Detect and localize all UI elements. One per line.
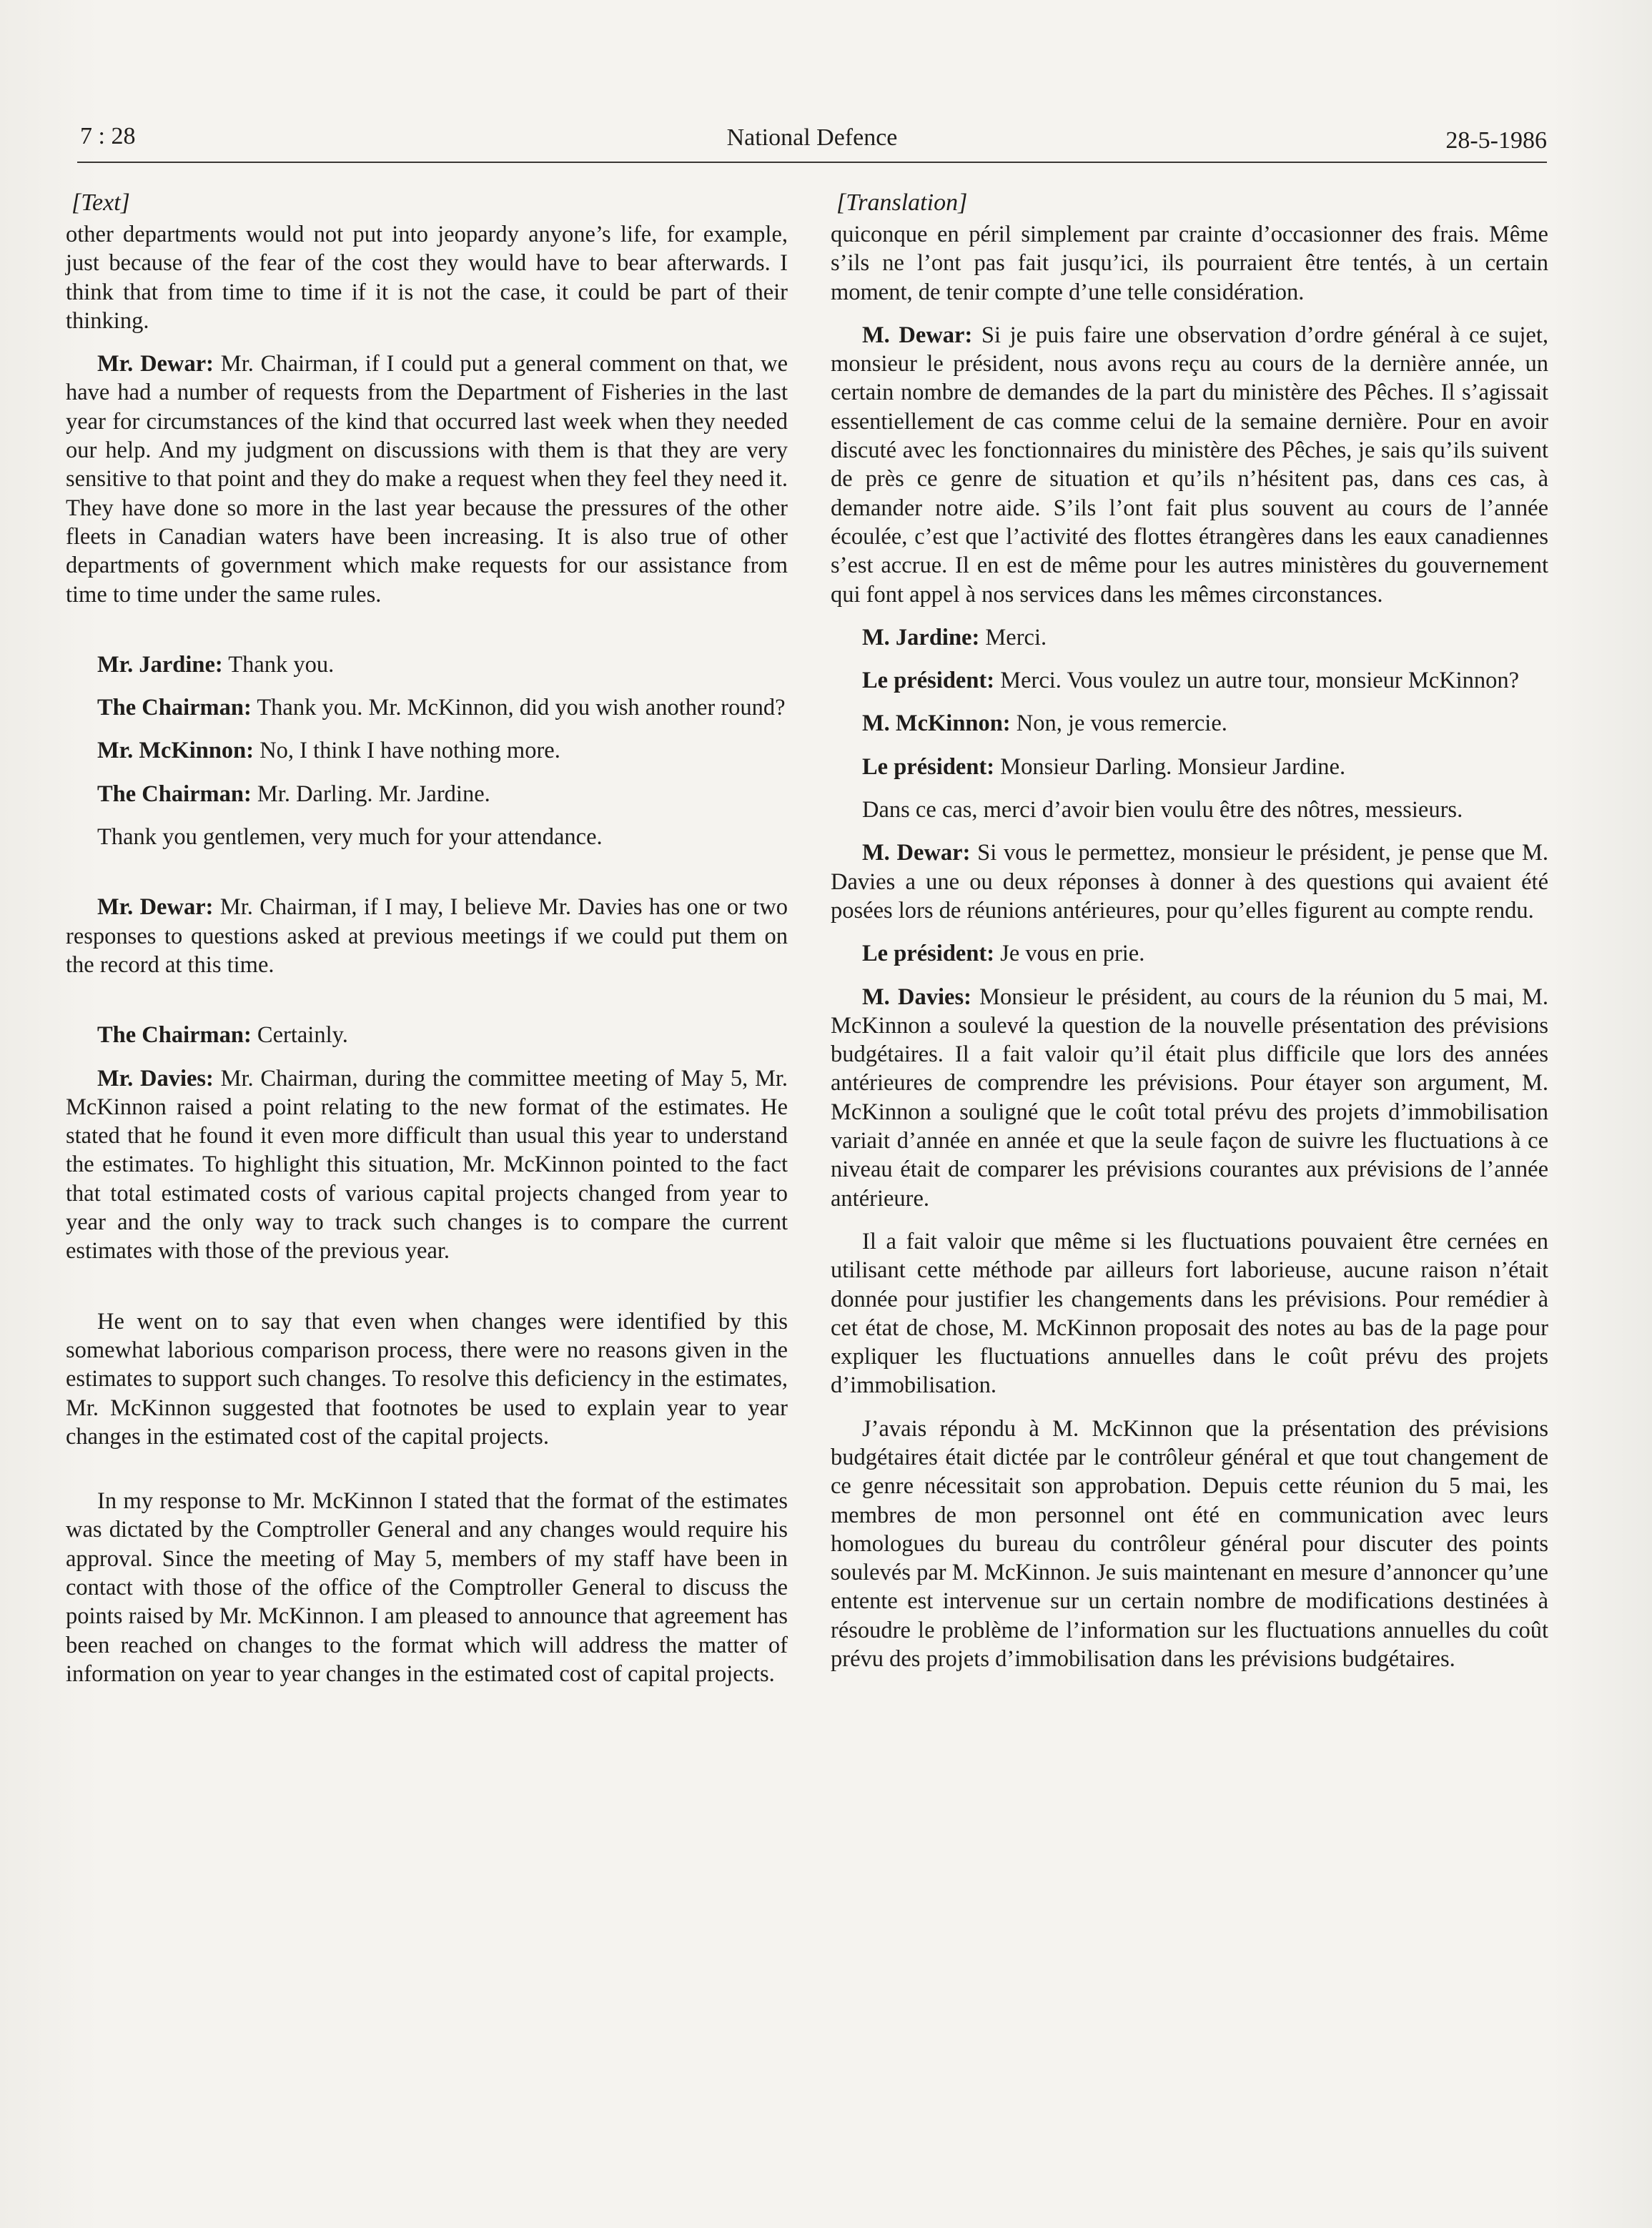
speech-text: Thank you. Mr. McKinnon, did you wish another round? [251, 695, 786, 721]
speech-jardine [66, 650, 788, 679]
speaker-name: Le président: [862, 753, 995, 780]
speech-mckinnon [66, 736, 788, 765]
speech-text: Je vous en prie. [994, 941, 1145, 967]
speech-text: Monsieur le président, au cours de la réunion du 5 mai, M. McKinnon a soulevé la question de la nouvelle présentation des prévisions budgétaires. Il a fait valoir qu’il était plus difficile que lors des années antérieures de comprendre les prévisions. Pour étayer son argument, M. McKinnon a souligné que le coût total prévu des projets d’immobilisation variait d’année en année et que la seule façon de suivre les fluctuations à ce niveau était de comparer les prévisions courantes aux prévisions de l’année antérieure. [831, 984, 1548, 1212]
speaker-name: The Chairman: [97, 1022, 252, 1049]
translation-label: [Translation] [836, 189, 968, 216]
speech-chairman [66, 693, 788, 722]
speech-text: Thank you. [222, 651, 335, 678]
speech-dewar [66, 350, 788, 609]
speech-text: Certainly. [251, 1022, 348, 1049]
speaker-name: M. Dewar: [862, 840, 971, 866]
header-date: 28-5-1986 [1445, 127, 1547, 154]
speech-president [831, 939, 1548, 968]
speaker-name: Mr. Dewar: [97, 894, 214, 921]
speech-text: Mr. Chairman, if I may, I believe Mr. Davies has one or two responses to questions asked at previous meetings if we could put them on the record at this time. [66, 894, 788, 978]
speaker-name: Le président: [862, 668, 995, 694]
speech-text: Non, je vous remercie. [1010, 711, 1227, 737]
speaker-name: Mr. Jardine: [97, 651, 223, 678]
speech-text: Monsieur Darling. Monsieur Jardine. [994, 753, 1346, 780]
french-column [831, 187, 1548, 2060]
speech-president [831, 753, 1548, 781]
speech-text: Si je puis faire une observation d’ordre général à ce sujet, monsieur le président, nous avons reçu au cours de la dernière année, un certain nombre de demandes de la part du ministère des Pêches. Il s’agissait essentiellement de cas comme celui de la semaine dernière. Pour en avoir discuté avec les fonctionnaires du ministère des Pêches, je sais qu’ils suivent de près ce genre de situation et qu’ils n’hésitent pas, dans ces cas, à demander notre aide. S’ils l’ont fait plus souvent au cours de l’année écoulée, c’est que l’activité des flottes étrangères dans les eaux canadiennes s’est accrue. Il en est de même pour les autres ministères du gouvernement qui font appel à nos services dans les mêmes circonstances. [831, 322, 1548, 608]
speaker-name: M. Dewar: [862, 322, 973, 348]
speech-text: Mr. Darling. Mr. Jardine. [251, 781, 490, 807]
paragraph: Dans ce cas, merci d’avoir bien voulu être des nôtres, messieurs. [862, 797, 1463, 823]
paragraph: J’avais répondu à M. McKinnon que la présentation des prévisions budgétaires était dictée par le contrôleur général et que tout changement de ce genre nécessitait son approbation. Depuis cette réunion du 5 mai, les membres de mon personnel ont été en communication avec leurs homologues du bureau du contrôleur général pour discuter des points soulevés par M. McKinnon. Je suis maintenant en mesure d’annoncer qu’une entente est intervenue sur un certain nombre de modifications destinées à résoudre le problème de l’information sur les fluctuations annuelles du coût prévu des projets d’immobilisation dans les prévisions budgétaires. [831, 1415, 1548, 1673]
speech-text: Mr. Chairman, if I could put a general comment on that, we have had a number of requests from the Department of Fisheries in the last year for circumstances of the kind that occurred last week when they needed our help. And my judgment on discussions with them is that they are very sensitive to that point and they do make a request when they feel they need it. They have done so more in the last year because the pressures of the other fleets in Canadian waters have been increasing. It is also true of other departments of government which make requests for our assistance from time to time under the same rules. [66, 351, 788, 608]
paragraph: In my response to Mr. McKinnon I stated that the format of the estimates was dictated by the Comptroller General and any changes would require his approval. Since the meeting of May 5, members of my staff have been in contact with those of the office of the Comptroller General to discuss the points raised by Mr. McKinnon. I am pleased to announce that agreement has been reached on changes to the format which will address the matter of information on year to year changes in the estimated cost of capital projects. [66, 1488, 788, 1687]
speaker-name: M. McKinnon: [862, 711, 1011, 737]
speech-text: Merci. Vous voulez un autre tour, monsieur McKinnon? [994, 668, 1520, 694]
page-header [77, 120, 1547, 163]
speech-davies [66, 1064, 788, 1266]
text-label: [Text] [71, 189, 130, 216]
speaker-name: The Chairman: [97, 781, 252, 807]
page-number: 7 : 28 [80, 123, 136, 149]
speech-text: Mr. Chairman, during the committee meeting of May 5, Mr. McKinnon raised a point relating to the new format of the estimates. He stated that he found it even more difficult than usual this year to understand the estimates. To highlight this situation, Mr. McKinnon pointed to the fact that total estimated costs of various capital projects changed from year to year and the only way to track such changes is to compare the current estimates with those of the previous year. [66, 1065, 788, 1264]
speaker-name: Mr. Davies: [97, 1065, 214, 1091]
paragraph: other departments would not put into jeopardy anyone’s life, for example, just because of the fear of the cost they would have to bear afterwards. I think that from time to time if it is not the case, it could be part of their thinking. [66, 222, 788, 334]
speech-chairman [66, 780, 788, 808]
speaker-name: M. Jardine: [862, 624, 980, 650]
speech-dewar [831, 321, 1548, 609]
speech-dewar [66, 893, 788, 979]
paragraph: Thank you gentlemen, very much for your attendance. [97, 824, 603, 851]
paragraph: quiconque en péril simplement par crainte d’occasionner des frais. Même s’ils ne l’ont pas fait jusqu’ici, ils pourraient être tentés, à un certain moment, de tenir compte d’une telle considération. [831, 222, 1548, 305]
speaker-name: M. Davies: [862, 984, 971, 1010]
speaker-name: The Chairman: [97, 695, 252, 721]
speech-chairman [66, 1021, 788, 1049]
speech-mckinnon [831, 709, 1548, 738]
speaker-name: Le président: [862, 941, 995, 967]
running-title: National Defence [726, 124, 898, 151]
speech-davies [831, 983, 1548, 1213]
speaker-name: Mr. Dewar: [97, 351, 214, 377]
paragraph: Il a fait valoir que même si les fluctuations pouvaient être cernées en utilisant cette méthode par ailleurs fort laborieuse, aucune raison n’était donnée pour justifier les changements dans les prévisions. Pour remédier à cet état de chose, M. McKinnon proposait des notes au bas de la page pour expliquer les fluctuations annuelles dans le coût prévu des projets d’immobilisation. [831, 1228, 1548, 1399]
english-column [66, 187, 788, 2060]
speaker-name: Mr. McKinnon: [97, 738, 254, 764]
speech-president [831, 666, 1548, 695]
speech-text: No, I think I have nothing more. [254, 738, 560, 764]
paragraph: He went on to say that even when changes were identified by this somewhat laborious comparison process, there were no reasons given in the estimates to support such changes. To resolve this deficiency in the estimates, Mr. McKinnon suggested that footnotes be used to explain year to year changes in the estimated cost of the capital projects. [66, 1308, 788, 1450]
speech-text: Si vous le permettez, monsieur le président, je pense que M. Davies a une ou deux réponses à donner à des questions qui avaient été posées lors de réunions antérieures, pour qu’elles figurent au compte rendu. [831, 840, 1548, 924]
speech-jardine [831, 623, 1548, 652]
speech-dewar [831, 838, 1548, 925]
speech-text: Merci. [979, 624, 1047, 650]
